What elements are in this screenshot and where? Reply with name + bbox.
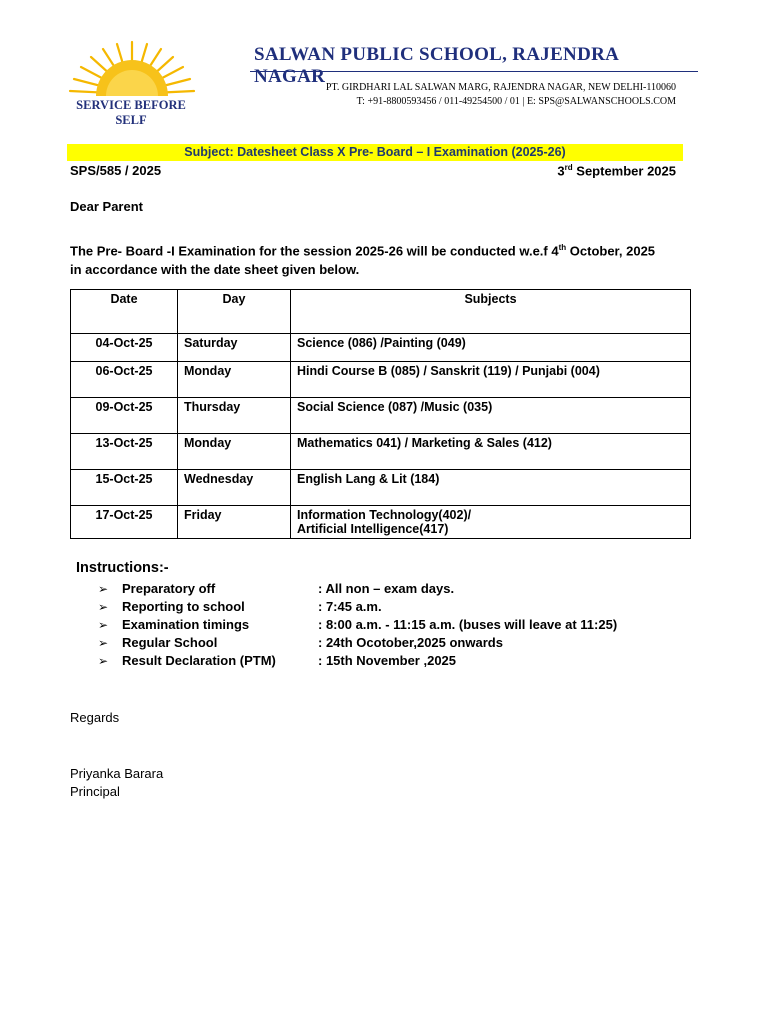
exam-subjects: Information Technology(402)/ Artificial Intelligence(417)	[291, 506, 691, 539]
school-name: SALWAN PUBLIC SCHOOL, RAJENDRA NAGAR	[254, 44, 619, 87]
column-header-date: Date	[71, 290, 178, 334]
instruction-item	[98, 652, 698, 670]
signatory-title: Principal	[70, 784, 120, 799]
exam-date: 06-Oct-25	[71, 362, 178, 398]
instruction-value: : All non – exam days.	[318, 581, 455, 596]
school-contact: T: +91-8800593456 / 011-49254500 / 01 | E: SPS@SALWANSCHOOLS.COM	[356, 96, 676, 107]
arrow-bullet-icon: ➢	[98, 618, 109, 632]
instruction-label: Result Declaration (PTM)	[122, 653, 276, 668]
school-logo	[62, 36, 202, 127]
letter-date: 3rd September 2025	[557, 163, 676, 179]
table-row	[71, 398, 691, 434]
exam-subjects: English Lang & Lit (184)	[291, 470, 691, 506]
table-row	[71, 434, 691, 470]
rising-sun-icon	[62, 36, 202, 98]
closing-regards: Regards	[70, 710, 120, 725]
instructions-list	[98, 580, 698, 670]
header-rule	[250, 71, 698, 72]
exam-date: 04-Oct-25	[71, 334, 178, 362]
arrow-bullet-icon: ➢	[98, 582, 109, 596]
exam-date: 17-Oct-25	[71, 506, 178, 539]
instruction-value: : 15th November ,2025	[318, 653, 457, 668]
subject-line: Subject: Datesheet Class X Pre- Board – I Examination (2025-26)	[67, 144, 683, 161]
greeting: Dear Parent	[70, 199, 143, 214]
instruction-label: Preparatory off	[122, 581, 216, 596]
exam-date: 13-Oct-25	[71, 434, 178, 470]
reference-number: SPS/585 / 2025	[70, 163, 162, 178]
column-header-subjects: Subjects	[291, 290, 691, 334]
intro-paragraph: The Pre- Board -I Examination for the session 2025-26 will be conducted w.e.f 4th October, 2025 in accordance with the date sheet given below.	[70, 243, 656, 278]
datesheet-table	[70, 289, 691, 539]
exam-day: Saturday	[178, 334, 291, 362]
signatory-name: Priyanka Barara	[70, 766, 164, 781]
exam-subjects: Science (086) /Painting (049)	[291, 334, 691, 362]
instruction-label: Examination timings	[122, 617, 250, 632]
arrow-bullet-icon: ➢	[98, 636, 109, 650]
arrow-bullet-icon: ➢	[98, 600, 109, 614]
exam-subjects: Social Science (087) /Music (035)	[291, 398, 691, 434]
instruction-item	[98, 598, 698, 616]
exam-date: 09-Oct-25	[71, 398, 178, 434]
exam-subjects: Mathematics 041) / Marketing & Sales (412)	[291, 434, 691, 470]
table-row	[71, 470, 691, 506]
exam-day: Monday	[178, 434, 291, 470]
column-header-day: Day	[178, 290, 291, 334]
instructions-heading: Instructions:-	[76, 560, 169, 576]
instruction-value: : 8:00 a.m. - 11:15 a.m. (buses will leave at 11:25)	[318, 617, 618, 632]
instruction-item	[98, 616, 698, 634]
table-row	[71, 334, 691, 362]
instruction-value: : 24th Ocotober,2025 onwards	[318, 635, 503, 650]
logo-tagline: SERVICE BEFORE SELF	[76, 98, 186, 127]
exam-day: Thursday	[178, 398, 291, 434]
instruction-label: Reporting to school	[122, 599, 245, 614]
instruction-item	[98, 634, 698, 652]
table-row	[71, 506, 691, 539]
instruction-label: Regular School	[122, 635, 218, 650]
arrow-bullet-icon: ➢	[98, 654, 109, 668]
exam-date: 15-Oct-25	[71, 470, 178, 506]
instruction-value: : 7:45 a.m.	[318, 599, 382, 614]
table-row	[71, 362, 691, 398]
exam-day: Friday	[178, 506, 291, 539]
exam-subjects: Hindi Course B (085) / Sanskrit (119) / Punjabi (004)	[291, 362, 691, 398]
exam-day: Monday	[178, 362, 291, 398]
instruction-item	[98, 580, 698, 598]
school-address: PT. GIRDHARI LAL SALWAN MARG, RAJENDRA NAGAR, NEW DELHI-110060	[325, 82, 676, 93]
exam-day: Wednesday	[178, 470, 291, 506]
